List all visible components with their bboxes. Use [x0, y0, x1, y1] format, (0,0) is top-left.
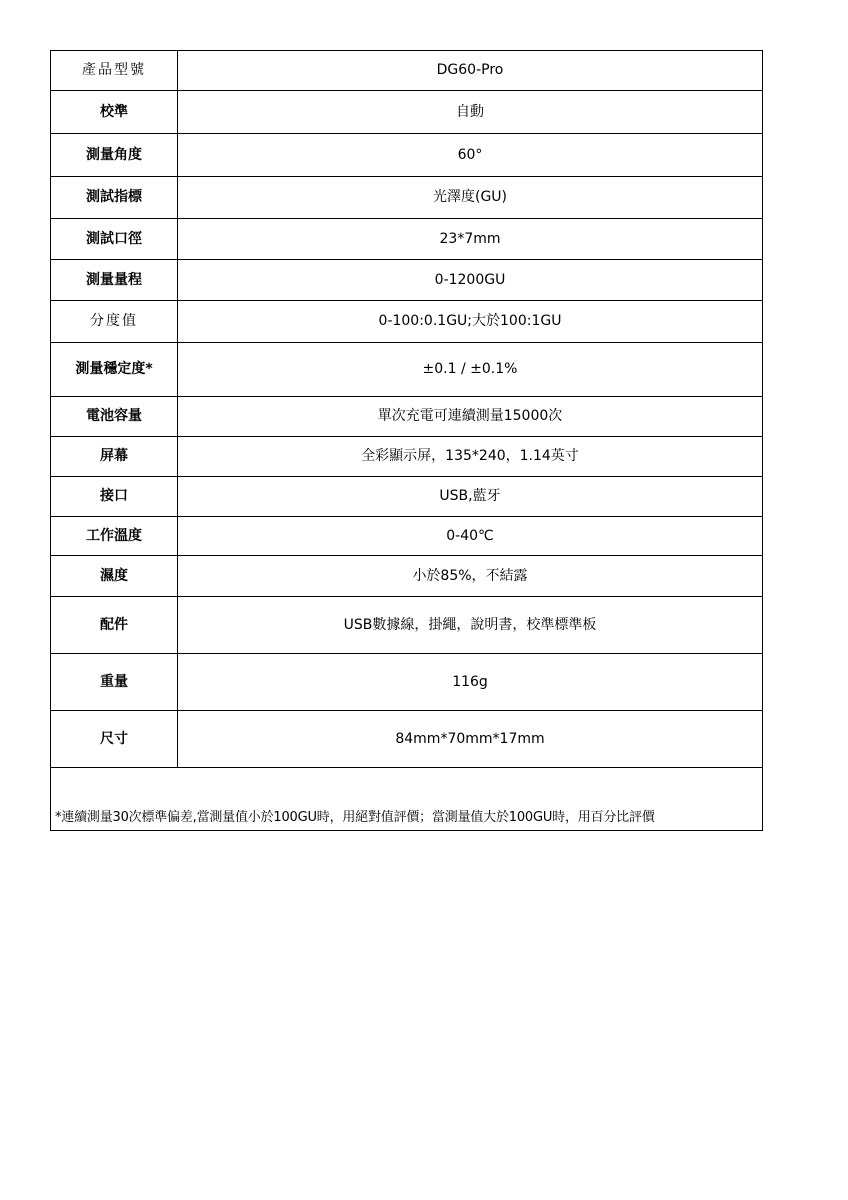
row-value: 60° — [178, 134, 763, 177]
row-label: 分度值 — [51, 301, 178, 343]
row-value: 0-100:0.1GU;大於100:1GU — [178, 301, 763, 343]
row-value: 116g — [178, 654, 763, 711]
row-label: 配件 — [51, 597, 178, 654]
row-value: 光澤度(GU) — [178, 177, 763, 219]
row-label: 重量 — [51, 654, 178, 711]
row-value: USB,藍牙 — [178, 477, 763, 517]
row-label: 濕度 — [51, 556, 178, 597]
table-row — [51, 397, 763, 437]
footnote-row — [51, 768, 763, 831]
table-row — [51, 343, 763, 397]
footnote-text: *連續測量30次標準偏差,當測量值小於100GU時，用絕對值評價；當測量值大於100GU時，用百分比評價 — [55, 810, 655, 826]
row-label: 屏幕 — [51, 437, 178, 477]
row-value: DG60-Pro — [178, 51, 763, 91]
row-label: 測量量程 — [51, 260, 178, 301]
row-value: 84mm*70mm*17mm — [178, 711, 763, 768]
table-row — [51, 134, 763, 177]
table-row — [51, 654, 763, 711]
table-row — [51, 301, 763, 343]
row-value: 23*7mm — [178, 219, 763, 260]
table-row — [51, 517, 763, 556]
row-label: 尺寸 — [51, 711, 178, 768]
table-row — [51, 437, 763, 477]
table-row — [51, 711, 763, 768]
row-label: 工作溫度 — [51, 517, 178, 556]
row-label: 接口 — [51, 477, 178, 517]
footnote-cell — [51, 768, 763, 831]
table-row — [51, 260, 763, 301]
table-row — [51, 219, 763, 260]
row-label: 電池容量 — [51, 397, 178, 437]
row-label: 測量穩定度* — [51, 343, 178, 397]
row-value: 全彩顯示屏，135*240，1.14英寸 — [178, 437, 763, 477]
row-value: 小於85%，不結露 — [178, 556, 763, 597]
row-value: 0-1200GU — [178, 260, 763, 301]
spec-table — [50, 50, 763, 831]
table-row — [51, 177, 763, 219]
table-row — [51, 597, 763, 654]
table-row — [51, 51, 763, 91]
table-row — [51, 556, 763, 597]
table-row — [51, 91, 763, 134]
row-value: USB數據線，掛繩，說明書，校準標準板 — [178, 597, 763, 654]
row-value: 單次充電可連續測量15000次 — [178, 397, 763, 437]
row-label: 測試指標 — [51, 177, 178, 219]
row-value: 0-40℃ — [178, 517, 763, 556]
row-label: 產品型號 — [51, 51, 178, 91]
row-value: ±0.1 / ±0.1% — [178, 343, 763, 397]
row-label: 測試口徑 — [51, 219, 178, 260]
row-value: 自動 — [178, 91, 763, 134]
row-label: 測量角度 — [51, 134, 178, 177]
table-row — [51, 477, 763, 517]
row-label: 校準 — [51, 91, 178, 134]
